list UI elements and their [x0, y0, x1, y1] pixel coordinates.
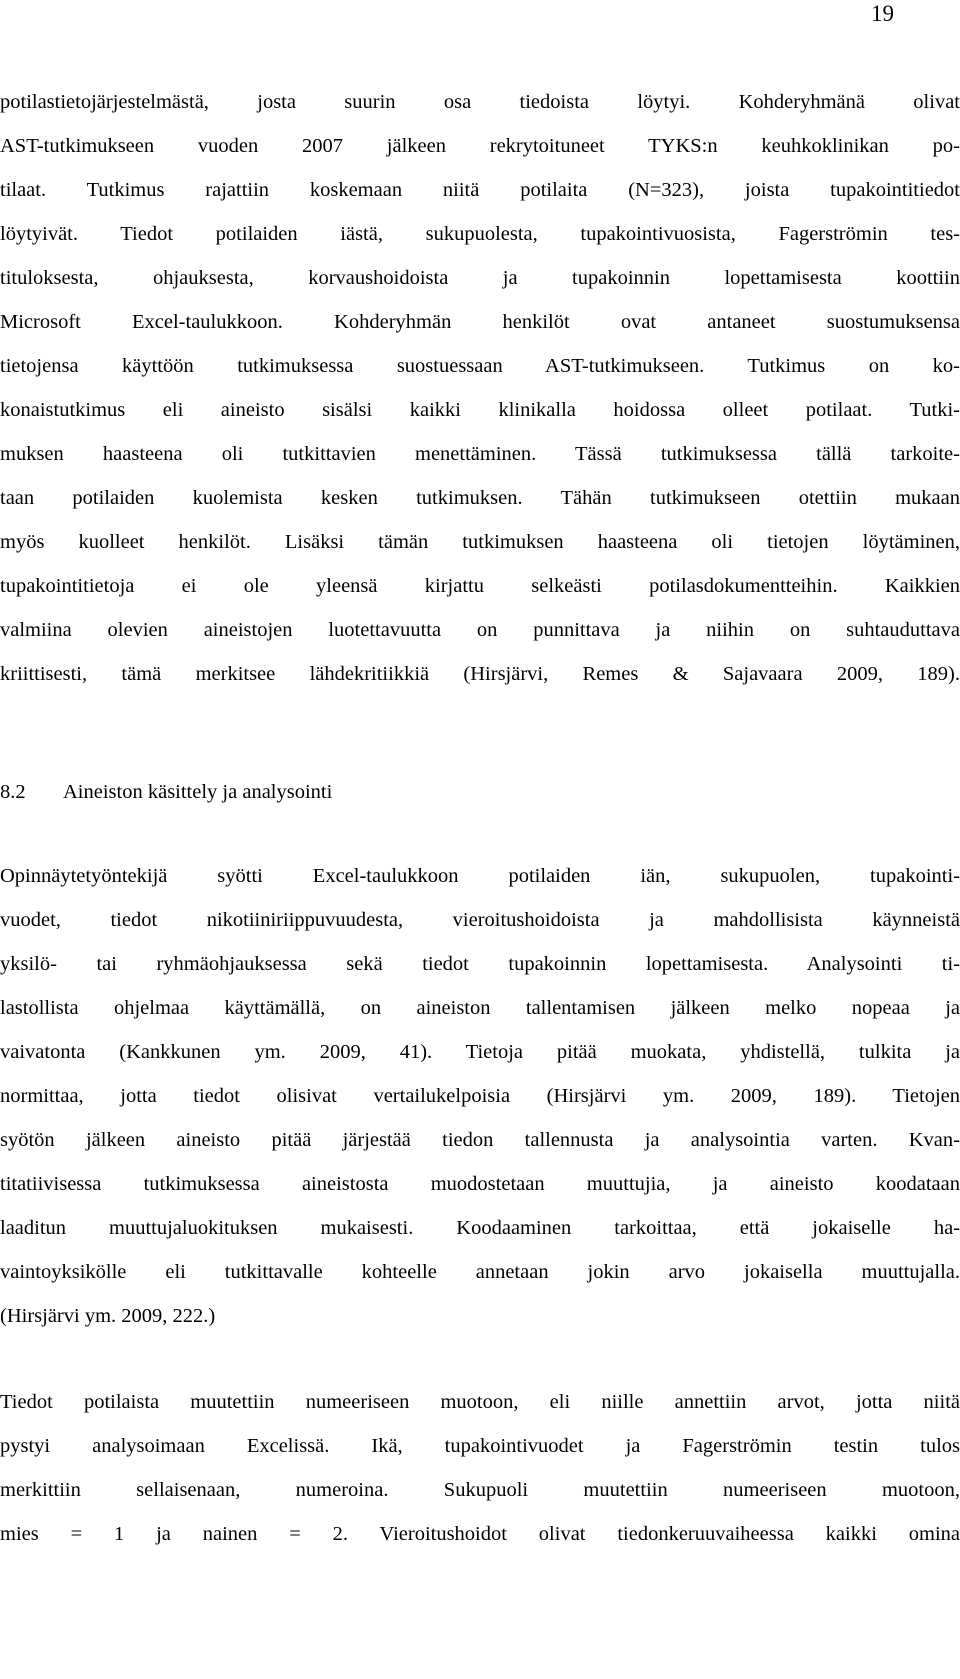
text-line: vaivatonta (Kankkunen ym. 2009, 41). Tietoja pitää muokata, yhdistellä, tulkita ja	[0, 1041, 960, 1063]
text-line: Tiedot potilaista muutettiin numeeriseen muotoon, eli niille annettiin arvot, jotta niitä	[0, 1391, 960, 1413]
text-line: tilaat. Tutkimus rajattiin koskemaan niitä potilaita (N=323), joista tupakointitiedot	[0, 179, 960, 201]
section-number: 8.2	[0, 781, 26, 803]
text-line: vaintoyksikölle eli tutkittavalle kohteelle annetaan jokin arvo jokaisella muuttujalla.	[0, 1261, 960, 1283]
text-line: muksen haasteena oli tutkittavien menettäminen. Tässä tutkimuksessa tällä tarkoite-	[0, 443, 960, 465]
text-line: pystyi analysoimaan Excelissä. Ikä, tupakointivuodet ja Fagerströmin testin tulos	[0, 1435, 960, 1457]
text-line: myös kuolleet henkilöt. Lisäksi tämän tutkimuksen haasteena oli tietojen löytäminen,	[0, 531, 960, 553]
section-title: Aineiston käsittely ja analysointi	[63, 781, 333, 803]
text-line: lastollista ohjelmaa käyttämällä, on aineiston tallentamisen jälkeen melko nopeaa ja	[0, 997, 960, 1019]
text-line: tupakointitietoja ei ole yleensä kirjattu selkeästi potilasdokumentteihin. Kaikkien	[0, 575, 960, 597]
text-line: merkittiin sellaisenaan, numeroina. Sukupuoli muutettiin numeeriseen muotoon,	[0, 1479, 960, 1501]
text-line: mies = 1 ja nainen = 2. Vieroitushoidot olivat tiedonkeruuvaiheessa kaikki omina	[0, 1523, 960, 1545]
text-line: syötön jälkeen aineisto pitää järjestää tiedon tallennusta ja analysointia varten. Kvan-	[0, 1129, 960, 1151]
text-line: tietojensa käyttöön tutkimuksessa suostuessaan AST-tutkimukseen. Tutkimus on ko-	[0, 355, 960, 377]
text-line: löytyivät. Tiedot potilaiden iästä, sukupuolesta, tupakointivuosista, Fagerströmin tes-	[0, 223, 960, 245]
text-line: titatiivisessa tutkimuksessa aineistosta muodostetaan muuttujia, ja aineisto koodataan	[0, 1173, 960, 1195]
text-line: konaistutkimus eli aineisto sisälsi kaikki klinikalla hoidossa olleet potilaat. Tutki-	[0, 399, 960, 421]
text-line: yksilö- tai ryhmäohjauksessa sekä tiedot tupakoinnin lopettamisesta. Analysointi ti-	[0, 953, 960, 975]
text-line: Opinnäytetyöntekijä syötti Excel-taulukkoon potilaiden iän, sukupuolen, tupakointi-	[0, 865, 960, 887]
text-line: kriittisesti, tämä merkitsee lähdekritiikkiä (Hirsjärvi, Remes & Sajavaara 2009, 189).	[0, 663, 960, 685]
text-line: normittaa, jotta tiedot olisivat vertailukelpoisia (Hirsjärvi ym. 2009, 189). Tietojen	[0, 1085, 960, 1107]
text-line: valmiina olevien aineistojen luotettavuutta on punnittava ja niihin on suhtauduttava	[0, 619, 960, 641]
text-line: Microsoft Excel-taulukkoon. Kohderyhmän henkilöt ovat antaneet suostumuksensa	[0, 311, 960, 333]
page-number: 19	[871, 1, 894, 26]
text-line: tituloksesta, ohjauksesta, korvaushoidoista ja tupakoinnin lopettamisesta koottiin	[0, 267, 960, 289]
text-line: potilastietojärjestelmästä, josta suurin osa tiedoista löytyi. Kohderyhmänä olivat	[0, 91, 960, 113]
text-line: laaditun muuttujaluokituksen mukaisesti. Koodaaminen tarkoittaa, että jokaiselle ha-	[0, 1217, 960, 1239]
text-line: taan potilaiden kuolemista kesken tutkimuksen. Tähän tutkimukseen otettiin mukaan	[0, 487, 960, 509]
text-line: AST-tutkimukseen vuoden 2007 jälkeen rekrytoituneet TYKS:n keuhkoklinikan po-	[0, 135, 960, 157]
text-line: vuodet, tiedot nikotiiniriippuvuudesta, vieroitushoidoista ja mahdollisista käynneistä	[0, 909, 960, 931]
text-line: (Hirsjärvi ym. 2009, 222.)	[0, 1305, 216, 1327]
